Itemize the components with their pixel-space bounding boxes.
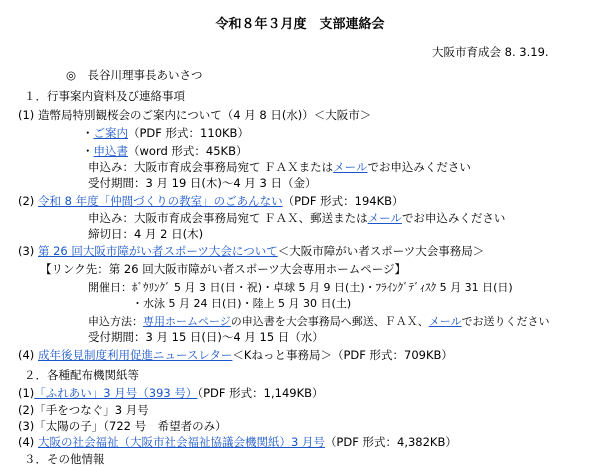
item-number: (3) bbox=[18, 419, 35, 433]
item-text: 「太陽の子」（722 号 希望者のみ） bbox=[34, 419, 227, 433]
apply-text: 申込み：大阪市育成会事務局宛て ＦＡＸまたは bbox=[88, 160, 334, 174]
section-heading-1: １．行事案内資料及び連絡事項 bbox=[24, 89, 185, 103]
apply-line bbox=[88, 162, 471, 174]
item-1-3 bbox=[18, 246, 484, 258]
item-text: 「手をつなぐ」3 月号 bbox=[34, 403, 149, 417]
file-info: ＜Kねっと事務局＞（PDF 形式：709KB） bbox=[232, 348, 453, 362]
mail-link[interactable]: メール bbox=[428, 315, 462, 328]
application-form-link[interactable]: 申込書 bbox=[93, 144, 128, 158]
deadline: 締切日：4 月 2 日(木) bbox=[88, 227, 204, 241]
apply-text: 申込み：大阪市育成会事務局宛て ＦＡＸ、郵送または bbox=[88, 211, 368, 225]
bullet-notice bbox=[82, 128, 249, 140]
sports-event-link[interactable]: 第 26 回大阪市障がい者スポーツ大会について bbox=[37, 244, 278, 258]
file-info: （PDF 形式：110KB） bbox=[128, 126, 249, 140]
item-2-2 bbox=[18, 405, 149, 417]
bullet-application-form bbox=[82, 146, 248, 158]
greeting-heading: ◎ 長谷川理事長あいさつ bbox=[66, 68, 203, 82]
file-info: （PDF 形式：1,149KB） bbox=[197, 386, 324, 400]
item-number: (2) bbox=[18, 194, 35, 208]
apply-text-end: でお申込みください bbox=[401, 211, 506, 225]
mail-link[interactable]: メール bbox=[367, 211, 402, 225]
item-2-1 bbox=[18, 388, 324, 400]
item-number: (1) bbox=[18, 386, 35, 400]
method-text-end: でお送りください bbox=[461, 315, 550, 328]
classroom-link[interactable]: 令和 8 年度「仲間づくりの教室」のごあんない bbox=[37, 194, 283, 208]
item-text: 造幣局特別観桜会のご案内について（4 月 8 日(水)）＜大阪市＞ bbox=[37, 108, 372, 122]
reception-period: 受付期間：3 月 19 日(木)～4 月 3 日（金） bbox=[88, 176, 317, 190]
social-welfare-link[interactable]: 大阪の社会福祉（大阪市社会福祉協議会機関紙）3 月号 bbox=[37, 435, 325, 449]
method-text: の申込書を大会事務局へ郵送、ＦＡＸ、 bbox=[230, 315, 429, 328]
file-info: （PDF 形式：194KB） bbox=[282, 194, 404, 208]
organizer: ＜大阪市障がい者スポーツ大会事務局＞ bbox=[277, 244, 485, 258]
homepage-link[interactable]: 専用ホームページ bbox=[143, 315, 231, 328]
event-dates: 開催日：ﾎﾞｳﾘﾝｸﾞ 5 月 3 日(日・祝)・卓球 5 月 9 日(土)・ﾌﾗｲﾝｸﾞﾃﾞｨｽｸ 5 月 31 日(日) bbox=[88, 281, 513, 294]
section-heading-3: ３．その他情報 bbox=[24, 452, 105, 466]
item-1-4 bbox=[18, 350, 453, 362]
section-heading-2: ２．各種配布機関紙等 bbox=[24, 368, 139, 382]
item-number: (4) bbox=[18, 435, 35, 449]
org-date: 大阪市育成会 8. 3.19. bbox=[432, 45, 549, 59]
fureai-link[interactable]: 「ふれあい」3 月号（393 号） bbox=[34, 386, 198, 400]
item-2-4 bbox=[18, 437, 457, 449]
bullet-mark: ・ bbox=[82, 144, 94, 158]
notice-link[interactable]: ご案内 bbox=[93, 126, 128, 140]
mail-link[interactable]: メール bbox=[333, 160, 368, 174]
file-info: （word 形式：45KB） bbox=[128, 144, 248, 158]
item-1-1 bbox=[18, 110, 371, 122]
bullet-mark: ・ bbox=[82, 126, 94, 140]
apply-line bbox=[88, 213, 505, 225]
item-number: (3) bbox=[18, 244, 35, 258]
item-number: (1) bbox=[18, 108, 35, 122]
newsletter-link[interactable]: 成年後見制度利用促進ニュースレター bbox=[37, 348, 233, 362]
application-method bbox=[88, 316, 550, 327]
reception-period: 受付期間：3 月 15 日(日)～4 月 15 日（水） bbox=[88, 330, 324, 344]
item-1-2 bbox=[18, 196, 404, 208]
apply-text-end: でお申込みください bbox=[367, 160, 471, 174]
file-info: （PDF 形式：4,382KB） bbox=[324, 435, 457, 449]
item-2-3 bbox=[18, 421, 227, 433]
event-dates-cont: ・水泳 5 月 24 日(日)・陸上 5 月 30 日(土) bbox=[132, 297, 352, 310]
link-destination-note: 【リンク先：第 26 回大阪市障がい者スポーツ大会専用ホームページ】 bbox=[40, 262, 407, 276]
method-label: 申込方法： bbox=[88, 315, 143, 328]
page-title: 令和８年３月度 支部連絡会 bbox=[215, 17, 385, 32]
item-number: (2) bbox=[18, 403, 35, 417]
item-number: (4) bbox=[18, 348, 35, 362]
